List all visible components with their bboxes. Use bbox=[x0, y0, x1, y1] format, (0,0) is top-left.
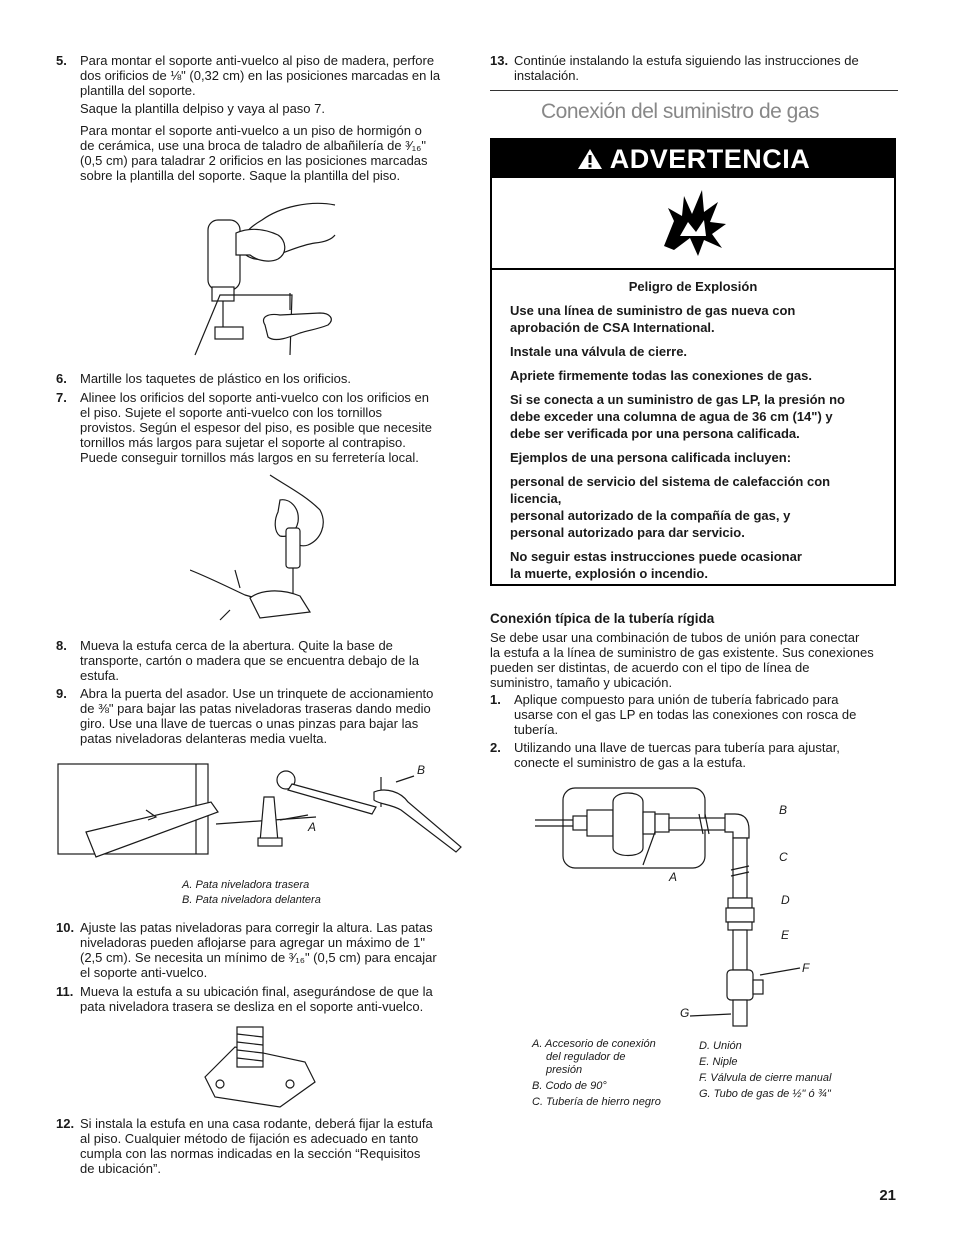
step-line: patas niveladoras delanteras media vuelta. bbox=[80, 731, 328, 746]
step-8 bbox=[56, 638, 466, 683]
figure-label-a: A bbox=[308, 820, 317, 834]
warning-line: licencia, bbox=[510, 491, 562, 506]
step-line: Alinee los orificios del soporte anti-vuelco con los orificios en bbox=[80, 390, 430, 405]
pipe-label-c: C bbox=[779, 850, 788, 864]
step-line: provistos. Según el espesor del piso, es posible que necesite bbox=[80, 420, 432, 435]
step-line: Ajuste las patas niveladoras para corregir la altura. Las patas bbox=[80, 920, 433, 935]
caption-line: A. Pata niveladora trasera bbox=[182, 879, 310, 891]
caption-line: F. Válvula de cierre manual bbox=[699, 1072, 832, 1084]
step-line: Saque la plantilla delpiso y vaya al paso 7. bbox=[80, 101, 325, 116]
step-line: el piso. Sujete el soporte anti-vuelco con los tornillos bbox=[80, 405, 383, 420]
pipe-step-2 bbox=[490, 740, 900, 770]
step-line: de cerámica, use una broca de taladro de albañilería de ³⁄₁₆" bbox=[80, 138, 426, 153]
caption-line: B. Codo de 90° bbox=[532, 1080, 607, 1092]
warning-triangle-icon bbox=[576, 147, 604, 171]
step-number: 6. bbox=[56, 371, 67, 386]
caption-line: B. Pata niveladora delantera bbox=[182, 894, 321, 906]
step-line: Mueva la estufa cerca de la abertura. Quite la base de bbox=[80, 638, 393, 653]
step-number: 5. bbox=[56, 53, 67, 68]
pipe-label-e: E bbox=[781, 928, 790, 942]
step-10 bbox=[56, 920, 466, 980]
leveling-figure-caption bbox=[182, 878, 321, 908]
warning-line: No seguir estas instrucciones puede ocasionar bbox=[510, 549, 802, 564]
caption-line: A. Accesorio de conexión bbox=[532, 1038, 656, 1050]
step-line: Para montar el soporte anti-vuelco a un piso de hormigón o bbox=[80, 123, 422, 138]
step-number: 9. bbox=[56, 686, 67, 701]
step-5-concrete bbox=[80, 123, 480, 183]
pipe-label-f: F bbox=[802, 961, 810, 975]
warning-header bbox=[492, 140, 894, 178]
warning-line: Ejemplos de una persona calificada incluyen: bbox=[510, 450, 792, 465]
warning-icon-area bbox=[492, 178, 894, 270]
intro-line: la estufa a la línea de suministro de gas existente. Sus conexiones bbox=[490, 645, 874, 660]
step-line: el soporte anti-vuelco. bbox=[80, 965, 208, 980]
warning-paragraph bbox=[510, 473, 876, 541]
step-number: 10. bbox=[56, 920, 75, 935]
pipe-label-a: A bbox=[669, 870, 678, 884]
step-number: 13. bbox=[490, 53, 509, 68]
warning-title: Peligro de Explosión bbox=[628, 279, 758, 294]
caption-line: presión bbox=[546, 1064, 583, 1076]
pipe-caption-right bbox=[699, 1038, 879, 1102]
step-6 bbox=[56, 371, 466, 386]
step-line: dos orificios de ⅛" (0,32 cm) en las posiciones marcadas en la bbox=[80, 68, 441, 83]
step-number: 8. bbox=[56, 638, 67, 653]
step-line: de ubicación”. bbox=[80, 1161, 161, 1176]
step-line: Continúe instalando la estufa siguiendo las instrucciones de bbox=[514, 53, 859, 68]
step-line: Abra la puerta del asador. Use un trinquete de accionamiento bbox=[80, 686, 434, 701]
step-line: estufa. bbox=[80, 668, 120, 683]
step-line: plantilla del soporte. bbox=[80, 83, 196, 98]
intro-line: suministro, tamaño y ubicación. bbox=[490, 675, 673, 690]
intro-line: Se debe usar una combinación de tubos de unión para conectar bbox=[490, 630, 860, 645]
step-12 bbox=[56, 1116, 466, 1176]
warning-line: personal autorizado para dar servicio. bbox=[510, 525, 745, 540]
step-13 bbox=[490, 53, 900, 83]
step-number: 7. bbox=[56, 390, 67, 405]
pipe-step-1 bbox=[490, 692, 900, 737]
step-5-note bbox=[80, 101, 480, 116]
warning-line: la muerte, explosión o incendio. bbox=[510, 566, 708, 581]
warning-line: debe exceder una columna de agua de 36 cm (14") y bbox=[510, 409, 833, 424]
warning-paragraph bbox=[510, 302, 876, 336]
warning-paragraph bbox=[510, 548, 876, 582]
step-line: transporte, cartón o madera que se encuentra debajo de la bbox=[80, 653, 419, 668]
step-line: giro. Use una llave de tuercas o unas pinzas para bajar las bbox=[80, 716, 419, 731]
step-line: (0,5 cm) para taladrar 2 orificios en las posiciones marcadas bbox=[80, 153, 428, 168]
pipe-label-g: G bbox=[680, 1006, 690, 1020]
pipe-heading: Conexión típica de la tubería rígida bbox=[490, 611, 715, 626]
pipe-label-d: D bbox=[781, 893, 790, 907]
warning-paragraph bbox=[510, 449, 876, 466]
caption-line: E. Niple bbox=[699, 1056, 738, 1068]
step-line: de ⅜" para bajar las patas niveladoras traseras dando medio bbox=[80, 701, 431, 716]
step-line: sobre la plantilla del soporte. Saque la plantilla del piso. bbox=[80, 168, 401, 183]
step-line: conecte el suministro de gas a la estufa. bbox=[514, 755, 746, 770]
screwdriver-illustration bbox=[190, 470, 330, 625]
section-title: Conexión del suministro de gas bbox=[541, 100, 819, 123]
caption-line: D. Unión bbox=[699, 1040, 742, 1052]
warning-line: personal autorizado de la compañía de gas, y bbox=[510, 508, 791, 523]
step-number: 12. bbox=[56, 1116, 75, 1131]
warning-line: personal de servicio del sistema de calefacción con bbox=[510, 474, 831, 489]
pipe-label-b: B bbox=[779, 803, 788, 817]
anti-tip-bracket-illustration bbox=[195, 1022, 325, 1112]
step-11 bbox=[56, 984, 466, 1014]
warning-box bbox=[490, 138, 896, 586]
step-line: tubería. bbox=[514, 722, 559, 737]
step-line: tornillos más largos para sujetar el soporte al contrapiso. bbox=[80, 435, 406, 450]
step-line: usarse con el gas LP en todas las conexiones con rosca de bbox=[514, 707, 857, 722]
step-5 bbox=[56, 53, 466, 98]
step-line: cumpla con las normas indicadas en la sección “Requisitos bbox=[80, 1146, 421, 1161]
step-line: Puede conseguir tornillos más largos en su ferretería local. bbox=[80, 450, 419, 465]
step-line: Martille los taquetes de plástico en los orificios. bbox=[80, 371, 351, 386]
step-line: pata niveladora trasera se desliza en el soporte anti-vuelco. bbox=[80, 999, 424, 1014]
gas-pipe-diagram bbox=[535, 780, 815, 1030]
leveling-legs-illustration bbox=[56, 762, 466, 872]
page-number: 21 bbox=[879, 1187, 896, 1204]
warning-body bbox=[492, 270, 894, 582]
warning-line: Instale una válvula de cierre. bbox=[510, 344, 688, 359]
caption-line: G. Tubo de gas de ½" ó ¾" bbox=[699, 1088, 831, 1100]
caption-line: del regulador de bbox=[546, 1051, 626, 1063]
step-7 bbox=[56, 390, 466, 465]
step-line: niveladoras pueden aflojarse para agregar un máximo de 1" bbox=[80, 935, 425, 950]
warning-paragraph bbox=[510, 367, 876, 384]
step-line: Mueva la estufa a su ubicación final, asegurándose de que la bbox=[80, 984, 433, 999]
step-line: Utilizando una llave de tuercas para tubería para ajustar, bbox=[514, 740, 840, 755]
step-line: (2,5 cm). Se necesita un mínimo de ³⁄₁₆" (0,5 cm) para encajar bbox=[80, 950, 437, 965]
warning-paragraph bbox=[510, 391, 876, 442]
warning-paragraph bbox=[510, 343, 876, 360]
step-number: 2. bbox=[490, 740, 501, 755]
pipe-caption-left bbox=[532, 1038, 692, 1109]
pipe-intro bbox=[490, 630, 900, 690]
warning-line: Si se conecta a un suministro de gas LP, la presión no bbox=[510, 392, 845, 407]
warning-line: Apriete firmemente todas las conexiones de gas. bbox=[510, 368, 812, 383]
warning-header-text: ADVERTENCIA bbox=[609, 143, 811, 174]
drill-illustration bbox=[190, 195, 340, 360]
warning-line: aprobación de CSA International. bbox=[510, 320, 715, 335]
step-number: 11. bbox=[56, 984, 74, 999]
step-line: Si instala la estufa en una casa rodante, deberá fijar la estufa bbox=[80, 1116, 433, 1131]
step-line: al piso. Cualquier método de fijación es adecuado en tanto bbox=[80, 1131, 419, 1146]
step-line: Aplique compuesto para unión de tubería fabricado para bbox=[514, 692, 839, 707]
section-rule bbox=[490, 90, 898, 91]
step-number: 1. bbox=[490, 692, 501, 707]
warning-line: Use una línea de suministro de gas nueva con bbox=[510, 303, 796, 318]
step-line: instalación. bbox=[514, 68, 580, 83]
caption-line: C. Tubería de hierro negro bbox=[532, 1096, 661, 1108]
figure-label-b: B bbox=[417, 763, 426, 777]
step-line: Para montar el soporte anti-vuelco al piso de madera, perfore bbox=[80, 53, 435, 68]
explosion-icon bbox=[660, 186, 730, 258]
warning-line: debe ser verificada por una persona calificada. bbox=[510, 426, 800, 441]
step-9 bbox=[56, 686, 466, 746]
intro-line: pueden ser distintas, de acuerdo con el tipo de línea de bbox=[490, 660, 810, 675]
